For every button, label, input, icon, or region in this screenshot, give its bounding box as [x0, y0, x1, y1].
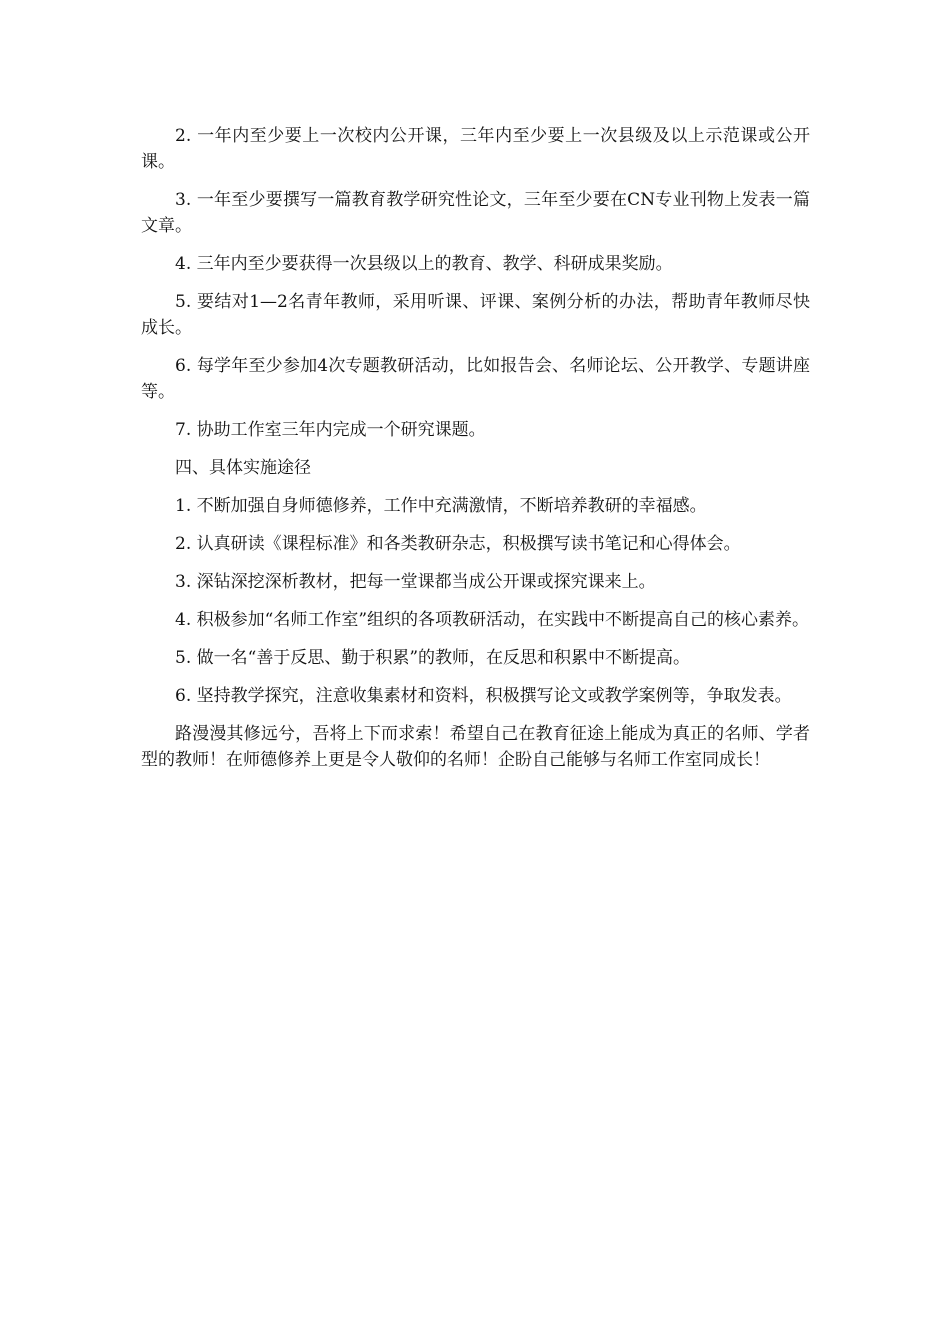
approach-item-6: 6. 坚持教学探究，注意收集素材和资料，积极撰写论文或教学案例等，争取发表。 — [175, 686, 792, 706]
goal-item-6: 6. 每学年至少参加4次专题教研活动，比如报告会、名师论坛、公开教学、专题讲座等。 — [141, 356, 810, 402]
goal-item-4: 4. 三年内至少要获得一次县级以上的教育、教学、科研成果奖励。 — [175, 254, 673, 274]
goal-item-7: 7. 协助工作室三年内完成一个研究课题。 — [175, 420, 486, 440]
document-body — [141, 123, 810, 785]
approach-item-5: 5. 做一名“善于反思、勤于积累”的教师，在反思和积累中不断提高。 — [175, 648, 691, 668]
section-heading-implementation: 四、具体实施途径 — [175, 458, 311, 478]
approach-item-2: 2. 认真研读《课程标准》和各类教研杂志，积极撰写读书笔记和心得体会。 — [175, 534, 741, 554]
approach-item-4: 4. 积极参加“名师工作室”组织的各项教研活动，在实践中不断提高自己的核心素养。 — [175, 610, 810, 630]
goal-item-2: 2. 一年内至少要上一次校内公开课，三年内至少要上一次县级及以上示范课或公开课。 — [141, 126, 810, 172]
goal-item-5: 5. 要结对1—2名青年教师，采用听课、评课、案例分析的办法，帮助青年教师尽快成长。 — [141, 292, 810, 338]
approach-item-1: 1. 不断加强自身师德修养，工作中充满激情，不断培养教研的幸福感。 — [175, 496, 707, 516]
goal-item-3: 3. 一年至少要撰写一篇教育教学研究性论文，三年至少要在CN专业刊物上发表一篇文章。 — [141, 190, 810, 236]
closing-paragraph: 路漫漫其修远兮，吾将上下而求索！希望自己在教育征途上能成为真正的名师、学者型的教师！在师德修养上更是令人敬仰的名师！企盼自己能够与名师工作室同成长！ — [141, 724, 810, 770]
approach-item-3: 3. 深钻深挖深析教材，把每一堂课都当成公开课或探究课来上。 — [175, 572, 656, 592]
